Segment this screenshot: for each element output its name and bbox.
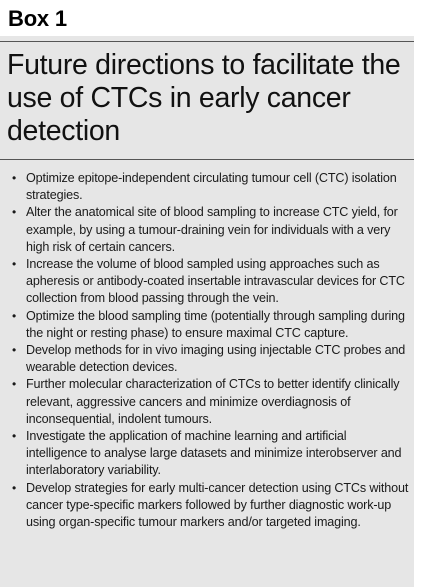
list-item — [0, 376, 414, 428]
bullet-icon: • — [12, 205, 17, 220]
list-item — [0, 308, 414, 342]
box-title: Future directions to facilitate the use of CTCs in early cancer detection — [7, 49, 401, 147]
bullet-icon: • — [12, 480, 17, 495]
list-item — [0, 170, 414, 204]
list-item-text: Alter the anatomical site of blood sampling to increase CTC yield, for example, by using a tumour-draining vein for individuals with a very high risk of certain cancers. — [26, 205, 398, 254]
page-margin — [414, 0, 423, 587]
bullet-icon: • — [12, 429, 17, 444]
bullet-icon: • — [12, 308, 17, 323]
top-divider — [0, 41, 414, 42]
list-item-text: Optimize the blood sampling time (potentially through sampling during the night or resting phase) to ensure maximal CTC capture. — [26, 308, 405, 340]
box-label: Box 1 — [8, 6, 67, 31]
list-item — [0, 256, 414, 308]
list-item-text: Develop methods for in vivo imaging using injectable CTC probes and wearable detection devices. — [26, 343, 406, 375]
list-item — [0, 342, 414, 376]
bullet-icon: • — [12, 343, 17, 358]
bullet-icon: • — [12, 171, 17, 185]
list-item-text: Develop strategies for early multi-cancer detection using CTCs without cancer type-specific markers followed by further diagnostic work-up using organ-specific tumour markers and/or targeted imaging. — [26, 480, 409, 530]
list-item-text: Increase the volume of blood sampled using approaches such as apheresis or antibody-coated insertable intravascular devices for CTC collection from blood passing through the vein. — [26, 257, 405, 306]
title-divider — [0, 159, 414, 160]
recommendation-list — [0, 170, 414, 531]
list-item-text: Optimize epitope-independent circulating tumour cell (CTC) isolation strategies. — [26, 171, 397, 203]
bullet-icon: • — [12, 377, 17, 392]
list-item-text: Investigate the application of machine learning and artificial intelligence to analyse large datasets and minimize interobserver and interlaboratory variability. — [26, 429, 402, 478]
bullet-icon: • — [12, 257, 17, 272]
list-item — [0, 480, 414, 532]
list-item — [0, 204, 414, 256]
list-item-text: Further molecular characterization of CTCs to better identify clinically relevant, aggressive cancers and minimize overdiagnosis of inconsequential, indolent tumours. — [26, 377, 400, 426]
box-header — [0, 0, 423, 36]
list-item — [0, 428, 414, 480]
